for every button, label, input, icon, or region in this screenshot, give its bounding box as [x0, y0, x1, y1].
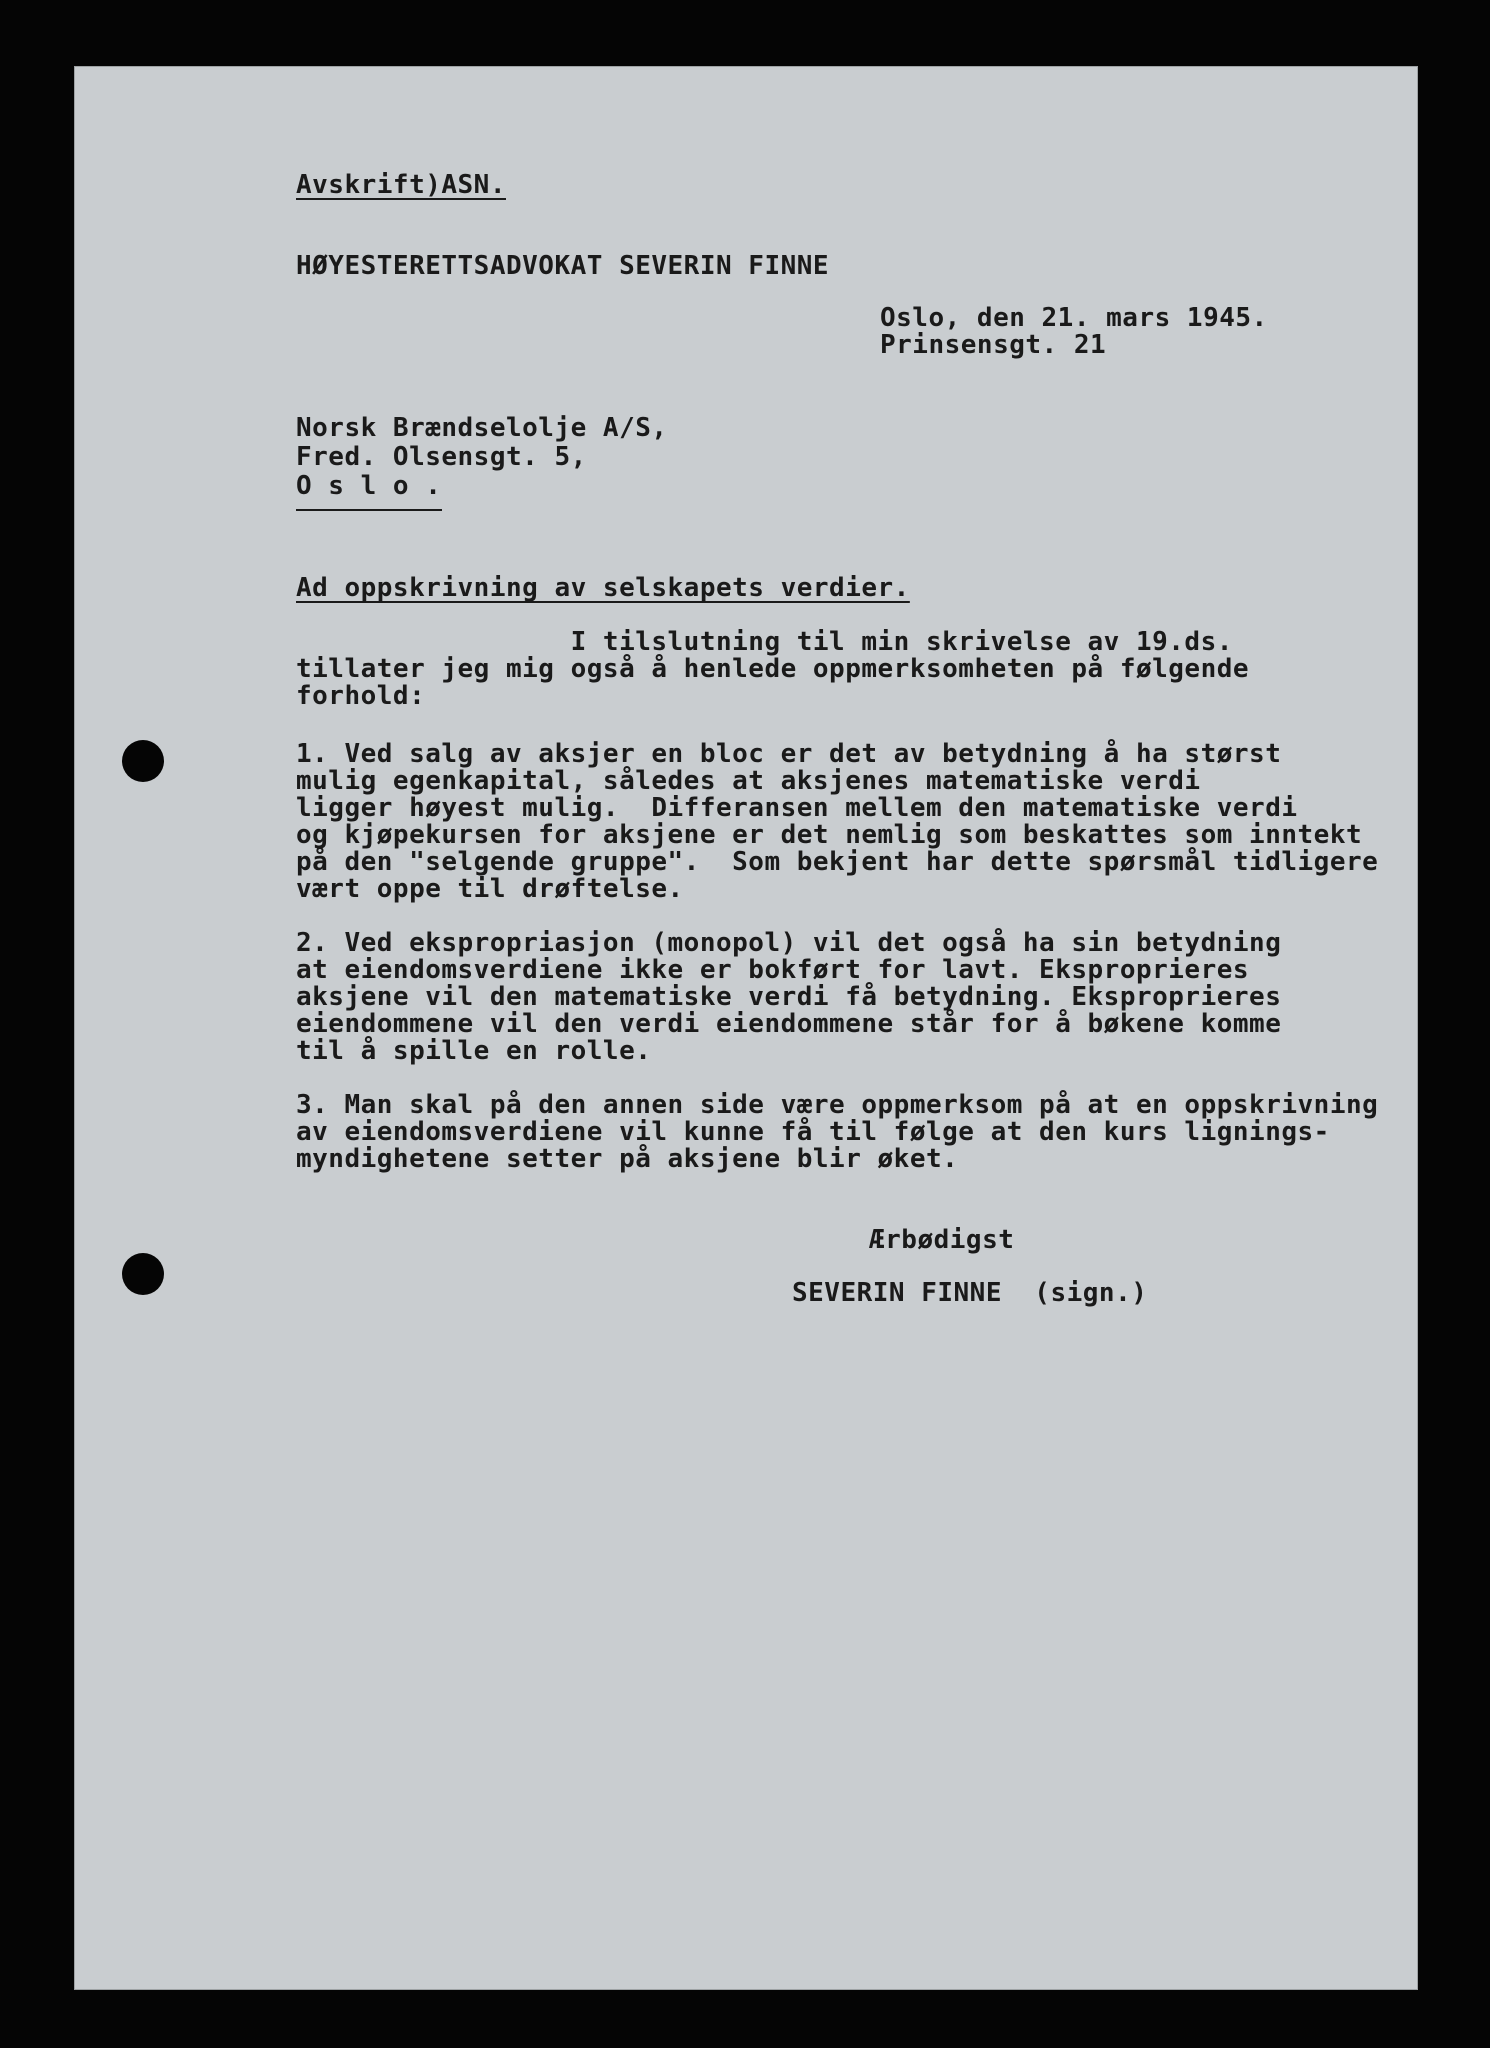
closing-salutation: Ærbødigst — [869, 1225, 1015, 1255]
point-3-paragraph: 3. Man skal på den annen side være oppmerksom på at en oppskrivning av eiendomsverdiene vil kunne få til følge at den kurs lignings- myndighetene setter på aksjene blir øket. — [296, 1090, 1379, 1174]
intro-paragraph: I tilslutning til min skrivelse av 19.ds. tillater jeg mig også å henlede oppmerksomheten på følgende forhold: — [296, 627, 1250, 711]
subject-line: Ad oppskrivning av selskapets verdier. — [296, 573, 910, 603]
sender-address: Prinsensgt. 21 — [880, 330, 1107, 360]
point-2-paragraph: 2. Ved ekspropriasjon (monopol) vil det også ha sin betydning at eiendomsverdiene ikke er bokført for lavt. Eksproprieres aksjene vil den matematiske verdi få betydning. Eksproprieres eiendommene vil den verdi eiendommene står for å bøkene komme til å spille en rolle. — [296, 928, 1282, 1066]
copy-heading: Avskrift)ASN. — [296, 170, 506, 200]
point-1-paragraph: 1. Ved salg av aksjer en bloc er det av betydning å ha størst mulig egenkapital, således at aksjenes matematiske verdi ligger høyest mulig. Differansen mellem den matematiske verdi og kjøpekursen for aksjene er det nemlig som beskattes som inntekt på den "selgende gruppe". Som bekjent har dette spørsmål tidligere vært oppe til drøftelse. — [296, 739, 1379, 904]
punch-hole — [122, 1253, 164, 1295]
punch-hole — [122, 740, 164, 782]
signature-line: SEVERIN FINNE (sign.) — [792, 1278, 1148, 1308]
address-underline — [296, 509, 442, 511]
date-line: Oslo, den 21. mars 1945. — [880, 303, 1268, 333]
recipient-address: Norsk Brændselolje A/S, Fred. Olsensgt. 5, O s l o . — [296, 413, 668, 501]
sender-name: HØYESTERETTSADVOKAT SEVERIN FINNE — [296, 251, 830, 281]
